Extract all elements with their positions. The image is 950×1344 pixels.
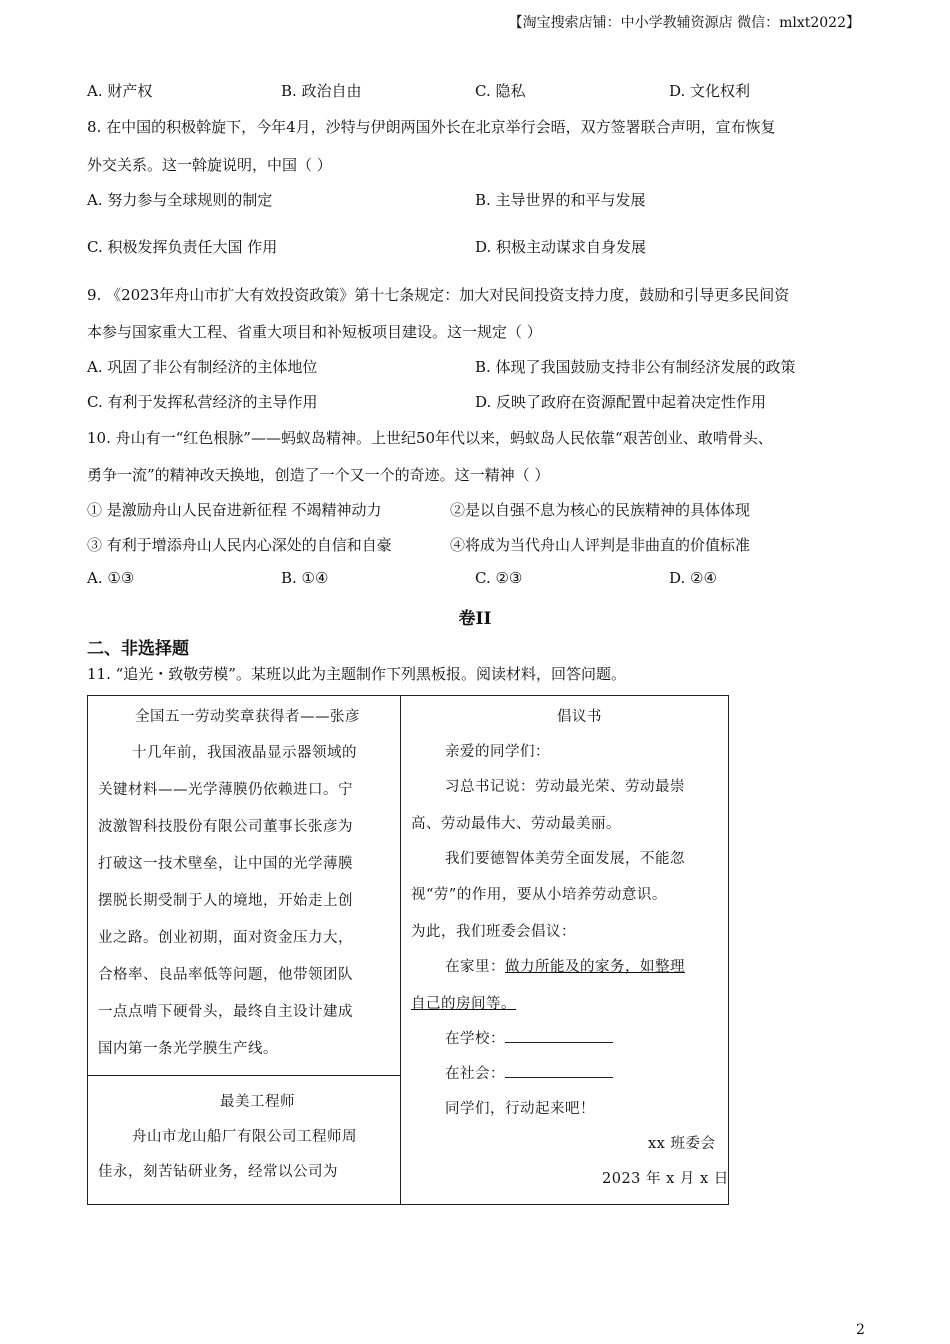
board-date: 2023 年 x 月 x 日 (602, 1171, 729, 1187)
board-school-blank (505, 1028, 613, 1043)
q8-option-c: C. 积极发挥负责任大国 作用 (87, 238, 278, 256)
board-left-line: 关键材料——光学薄膜仍依赖进口。宁 (98, 782, 353, 798)
board-left-bottom-line: 舟山市龙山船厂有限公司工程师周 (132, 1129, 357, 1145)
q8-option-a: A. 努力参与全球规则的制定 (87, 191, 273, 209)
q7-option-d: D. 文化权利 (669, 82, 751, 100)
section-title: 二、非选择题 (87, 639, 189, 659)
q10-option-c: C. ②③ (475, 569, 523, 587)
board-right-line: 视“劳”的作用，要从小培养劳动意识。 (411, 887, 667, 903)
q8-option-d: D. 积极主动谋求自身发展 (475, 238, 647, 256)
q10-statement-2: ②是以自强不息为核心的民族精神的具体体现 (450, 501, 751, 519)
board-left-line: 波激智科技股份有限公司董事长张彦为 (98, 819, 353, 835)
q9-option-b: B. 体现了我国鼓励支持非公有制经济发展的政策 (475, 358, 796, 376)
q9-option-a: A. 巩固了非公有制经济的主体地位 (87, 358, 318, 376)
board-right-line: 习总书记说：劳动最光荣、劳动最崇 (445, 779, 685, 795)
q8-options-row1 (87, 189, 867, 213)
board-left-line: 十几年前，我国液晶显示器领域的 (132, 745, 357, 761)
board-home-text-cont: 自己的房间等。 (411, 996, 516, 1012)
board-right-line: 高、劳动最伟大、劳动最美丽。 (411, 816, 621, 832)
board-home-row (445, 955, 685, 976)
q10-statement-3: ③ 有利于增添舟山人民内心深处的自信和自豪 (87, 536, 392, 554)
board-left-bottom-title: 最美工程师 (220, 1094, 295, 1110)
q10-statement-1: ① 是激励舟山人民奋进新征程 不竭精神动力 (87, 501, 382, 519)
q10-stem-line2: 勇争一流”的精神改天换地，创造了一个又一个的奇迹。这一精神（ ） (87, 466, 550, 484)
q10-option-d: D. ②④ (669, 569, 717, 587)
board-left-line: 一点点啃下硬骨头，最终自主设计建成 (98, 1004, 353, 1020)
board-school-label: 在学校： (445, 1031, 505, 1047)
board-left-line: 摆脱长期受制于人的境地，开始走上创 (98, 893, 353, 909)
q9-stem-line2: 本参与国家重大工程、省重大项目和补短板项目建设。这一规定（ ） (87, 323, 542, 341)
board-school-row (445, 1027, 613, 1048)
board-left-line: 打破这一技术壁垒，让中国的光学薄膜 (98, 856, 353, 872)
q9-stem-line1: 9. 《2023年舟山市扩大有效投资政策》第十七条规定：加大对民间投资支持力度，鼓励和引导更多民间资 (87, 286, 790, 304)
q7-option-c: C. 隐私 (475, 82, 526, 100)
board-left-title: 全国五一劳动奖章获得者——张彦 (135, 709, 360, 725)
q9-option-d: D. 反映了政府在资源配置中起着决定性作用 (475, 393, 767, 411)
page-number: 2 (856, 1322, 865, 1338)
q9-options-row1 (87, 356, 867, 380)
board-right-line: 为此，我们班委会倡议： (411, 924, 576, 940)
q7-option-a: A. 财产权 (87, 82, 153, 100)
q10-option-b: B. ①④ (281, 569, 329, 587)
board-left-line: 国内第一条光学膜生产线。 (98, 1041, 278, 1057)
q11-stem: 11. “追光・致敬劳模”。某班以此为主题制作下列黑板报。阅读材料，回答问题。 (87, 665, 626, 683)
board-home-text: 做力所能及的家务，如整理 (505, 959, 685, 975)
q7-options (87, 80, 867, 104)
q8-stem-line2: 外交关系。这一斡旋说明，中国（ ） (87, 156, 332, 174)
board-left-bottom-line: 佳永，刻苦钻研业务，经常以公司为 (98, 1164, 338, 1180)
q7-option-b: B. 政治自由 (281, 82, 362, 100)
board-right-title: 倡议书 (557, 709, 602, 725)
board-signature: xx 班委会 (648, 1136, 716, 1152)
page-header-shop: 【淘宝搜索店铺：中小学教辅资源店 微信：mlxt2022】 (508, 15, 860, 31)
blackboard-divider-horizontal (87, 1075, 401, 1076)
q8-option-b: B. 主导世界的和平与发展 (475, 191, 646, 209)
board-right-greeting: 亲爱的同学们： (445, 744, 550, 760)
q8-options-row2 (87, 236, 867, 260)
q10-option-a: A. ①③ (87, 569, 135, 587)
board-left-line: 业之路。创业初期，面对资金压力大， (98, 930, 353, 946)
blackboard-divider-vertical (400, 695, 401, 1205)
board-home-label: 在家里： (445, 959, 505, 975)
q9-option-c: C. 有利于发挥私营经济的主导作用 (87, 393, 318, 411)
board-society-blank (505, 1063, 613, 1078)
board-closing: 同学们，行动起来吧！ (445, 1101, 595, 1117)
q9-options-row2 (87, 391, 867, 415)
board-society-row (445, 1062, 613, 1083)
board-left-line: 合格率、良品率低等问题，他带领团队 (98, 967, 353, 983)
board-society-label: 在社会： (445, 1066, 505, 1082)
volume-title: 卷II (458, 609, 492, 629)
q10-statement-4: ④将成为当代舟山人评判是非曲直的价值标准 (450, 536, 751, 554)
board-right-line: 我们要德智体美劳全面发展，不能忽 (445, 851, 685, 867)
q10-options (87, 569, 867, 593)
q10-stem-line1: 10. 舟山有一“红色根脉”——蚂蚁岛精神。上世纪50年代以来，蚂蚁岛人民依靠“艰苦创业、敢啃骨头、 (87, 429, 773, 447)
q8-stem-line1: 8. 在中国的积极斡旋下，今年4月，沙特与伊朗两国外长在北京举行会晤，双方签署联合声明，宣布恢复 (87, 118, 776, 136)
